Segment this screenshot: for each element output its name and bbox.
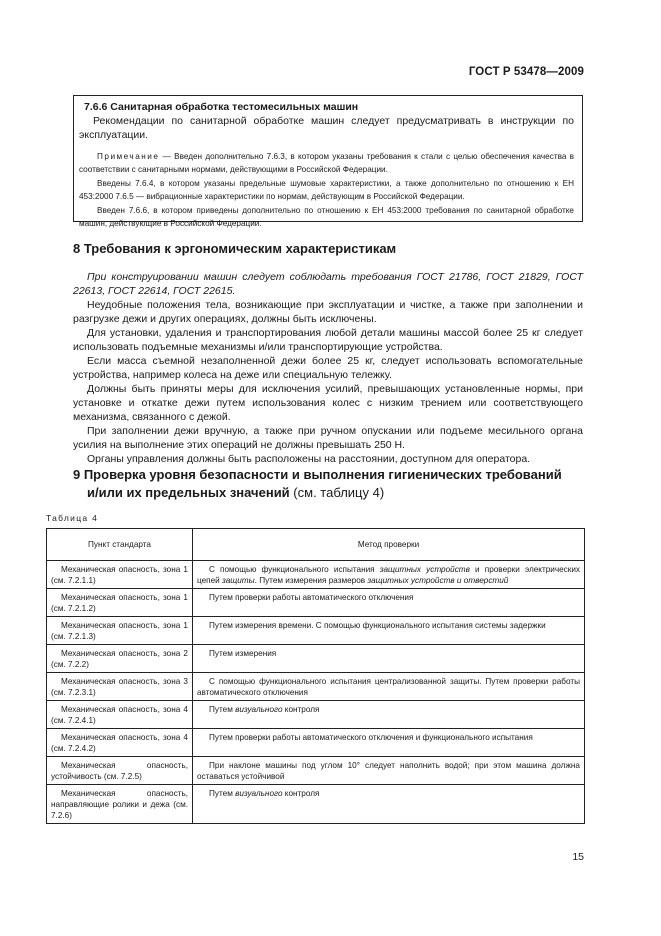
section-8-heading: 8 Требования к эргономическим характеристикам — [73, 241, 397, 256]
method-text: . Путем измерения размеров — [254, 576, 368, 585]
table-row — [47, 645, 585, 673]
document-code: ГОСТ Р 53478—2009 — [468, 66, 584, 78]
method-text-italic: визуального — [235, 789, 283, 798]
section-8-body — [73, 270, 583, 466]
verification-table — [46, 528, 585, 824]
table-caption: Таблица 4 — [46, 513, 99, 523]
cell-method: Путем измерения времени. С помощью функционального испытания системы задержки — [193, 617, 585, 645]
method-text-italic: визуального — [235, 705, 283, 714]
column-header-point: Пункт стандарта — [47, 529, 193, 561]
method-text-italic: защитных устройств — [379, 565, 470, 574]
cell-method: Путем проверки работы автоматического отключения и функционального испытания — [193, 729, 585, 757]
section-8-paragraph: При заполнении дежи вручную, а также при ручном опускании или подъеме месильного органа усилия на выполнение этих операций не должны превышать 250 Н. — [73, 425, 583, 451]
note-paragraph-2: Введены 7.6.4, в котором указаны предельные шумовые характеристики, а также дополнительно по отношению к ЕН 453:2000 7.6.5 — вибрационные характеристики по нормам, действующим в Российской Федерации. — [79, 178, 574, 202]
table-row — [47, 561, 585, 589]
cell-method — [193, 785, 585, 824]
cell-point: Механическая опасность, направляющие ролики и дежа (см. 7.2.6) — [47, 785, 193, 824]
section-7-6-6-text: Рекомендации по санитарной обработке машин следует предусматривать в инструкции по эксплуатации. — [79, 115, 574, 141]
method-text: Путем — [209, 705, 236, 714]
section-7-6-6-frame — [73, 95, 583, 229]
cell-method: Путем проверки работы автоматического отключения — [193, 589, 585, 617]
section-9-heading-line-2: и/или их предельных значений — [87, 485, 290, 500]
cell-point: Механическая опасность, зона 2 (см. 7.2.2) — [47, 645, 193, 673]
section-8-paragraph: Органы управления должны быть расположены на расстоянии, доступном для оператора. — [87, 453, 531, 465]
table-row — [47, 617, 585, 645]
section-8-paragraph: Должны быть приняты меры для исключения усилий, превышающих установленные нормы, при установке и откатке дежи путем использования колес с низким трением или соответствующего механизма, связанного с дежой. — [73, 383, 583, 423]
section-8-paragraph: Если масса съемной незаполненной дежи более 25 кг, следует использовать вспомогательные устройства, например колеса на деже или специальную тележку. — [73, 355, 583, 381]
note-paragraph-1 — [79, 150, 574, 177]
note-1-text: — Введен дополнительно 7.6.3, в котором указаны требования к стали с целью обеспечения качества в соответствии с санитарными нормами, действующими в Российской Федерации. — [79, 152, 574, 175]
cell-point: Механическая опасность, зона 4 (см. 7.2.4.1) — [47, 701, 193, 729]
cell-point: Механическая опасность, зона 3 (см. 7.2.3.1) — [47, 673, 193, 701]
table-row — [47, 589, 585, 617]
cell-method: С помощью функционального испытания централизованной защиты. Путем проверки работы автоматического отключения — [193, 673, 585, 701]
table-row — [47, 673, 585, 701]
column-header-method: Метод проверки — [193, 529, 585, 561]
section-9-heading-line-1: 9 Проверка уровня безопасности и выполнения гигиенических требований — [73, 467, 562, 482]
section-9-heading — [73, 466, 593, 502]
cell-point: Механическая опасность, устойчивость (см. 7.2.5) — [47, 757, 193, 785]
method-text: контроля — [282, 705, 320, 714]
cell-point: Механическая опасность, зона 4 (см. 7.2.4.2) — [47, 729, 193, 757]
table-row — [47, 757, 585, 785]
cell-method: Путем измерения — [193, 645, 585, 673]
section-8-paragraph: Для установки, удаления и транспортирования любой детали машины массой более 25 кг следует использовать подъемные механизмы и/или транспортирующие устройства. — [73, 327, 583, 353]
table-row — [47, 785, 585, 824]
section-8-paragraph: При конструировании машин следует соблюдать требования ГОСТ 21786, ГОСТ 21829, ГОСТ 22613, ГОСТ 22614, ГОСТ 22615. — [73, 271, 583, 297]
note-paragraph-3: Введен 7.6.6, в котором приведены дополнительно по отношению к ЕН 453:2000 требования по санитарной обработке машин, действующие в Российской Федерации. — [79, 205, 574, 229]
cell-method: При наклоне машины под углом 10° следует наполнить водой; при этом машина должна оставаться устойчивой — [193, 757, 585, 785]
method-text: Путем — [209, 789, 236, 798]
page-number: 15 — [572, 851, 584, 863]
method-text-italic: защиты — [222, 576, 255, 585]
cell-point: Механическая опасность, зона 1 (см. 7.2.1.3) — [47, 617, 193, 645]
method-text: контроля — [282, 789, 320, 798]
table-row — [47, 701, 585, 729]
table-row — [47, 729, 585, 757]
cell-point: Механическая опасность, зона 1 (см. 7.2.1.2) — [47, 589, 193, 617]
cell-method — [193, 561, 585, 589]
section-7-6-6-title: 7.6.6 Санитарная обработка тестомесильных машин — [84, 101, 359, 113]
method-text: и проверки электрических цепей — [197, 565, 581, 585]
section-9-heading-ref: (см. таблицу 4) — [289, 485, 385, 500]
cell-point: Механическая опасность, зона 1 (см. 7.2.1.1) — [47, 561, 193, 589]
method-text: С помощью функционального испытания — [209, 565, 380, 574]
note-label: Примечание — [97, 152, 160, 161]
table-header-row — [47, 529, 585, 561]
method-text-italic: защитных устройств и отверстий — [367, 576, 509, 585]
section-8-paragraph: Неудобные положения тела, возникающие при эксплуатации и чистке, а также при заполнении и разгрузке дежи и других операциях, должны быть исключены. — [73, 299, 583, 325]
cell-method — [193, 701, 585, 729]
